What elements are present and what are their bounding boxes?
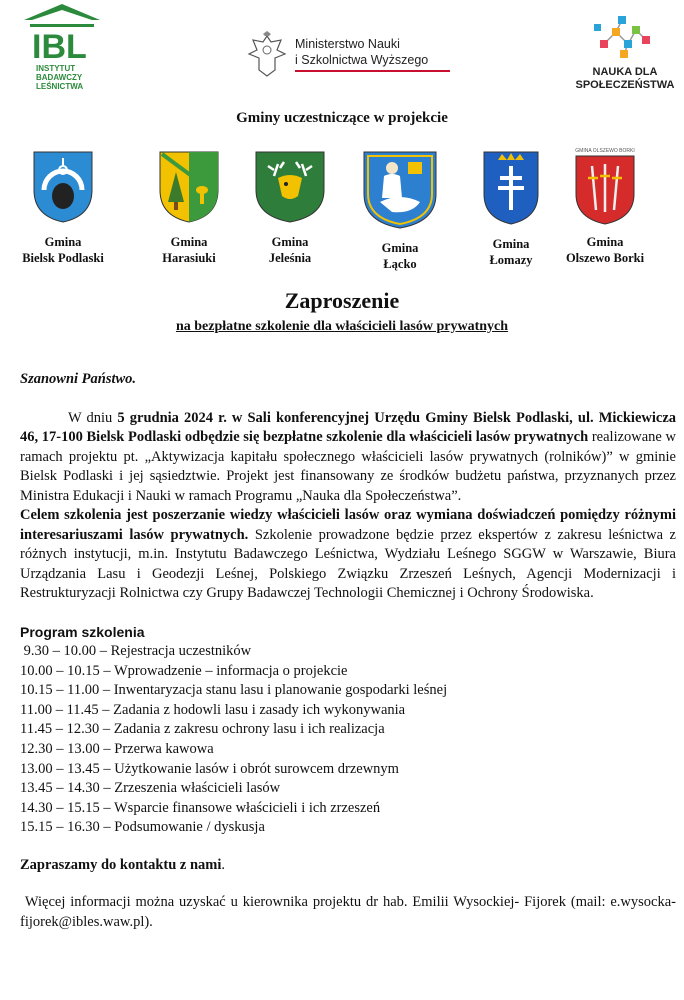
program-item: 10.00 – 10.15 – Wprowadzenie – informacja o projekcie [20,662,348,679]
program-item: 14.30 – 15.15 – Wsparcie finansowe właścicieli i ich zrzeszeń [20,799,381,816]
bison-crest-icon [32,150,94,224]
crest-label: Gmina Jeleśnia [268,235,312,265]
program-title: Program szkolenia [20,623,145,640]
letter-body [20,370,676,932]
crest-jelesnia [248,150,332,266]
cross-crest-icon [480,150,542,226]
nauka-logo [570,10,680,98]
eagle-emblem-icon [245,30,289,80]
crest-lacko [358,150,442,272]
ibl-letters: IBL [32,28,87,66]
salutation: Szanowni Państwo. [20,371,137,387]
tree-crest-icon [158,150,220,224]
contact-info: Więcej informacji można uzyskać u kierownika projektu dr hab. Emilii Wysockiej- Fijorek (mail: e.wysocka-fijorek@ibles.waw.pl). [20,894,676,930]
program-item: 10.15 – 11.00 – Inwentaryzacja stanu lasu i planowanie gospodarki leśnej [20,682,448,699]
crest-olszewo-borki [563,150,647,266]
program-item: 11.00 – 11.45 – Zadania z hodowli lasu i zasady ich wykonywania [20,701,406,718]
paragraph-goal: Celem szkolenia jest poszerzanie wiedzy właścicieli lasów oraz wymiana doświadczeń pomiędzy różnymi interesariuszami lasów prywatnych. Szkolenie prowadzone będzie przez ekspertów z zakresu leśnictwa z różnych instytucji, m.in. Instytutu Badawczego Leśnictwa, Wydziału Leśnego SGGW w Warszawie, Biura Urządzania Lasu i Geodezji Leśnej, Polskiego Związku Zrzeszeń Leśnych, Agencji Modernizacji i Restrukturyzacji Rolnictwa czy Grupy Badawczej Technologii Chemicznej i Ochrony Środowiska. [20,507,676,601]
section-title: Gminy uczestniczące w projekcie [236,110,448,126]
crest-label: Gmina Łącko [381,241,419,271]
nauka-name: NAUKA DLA SPOŁECZEŃSTWA [575,66,675,91]
ministry-logo [245,34,460,84]
bishop-crest-icon [362,150,438,230]
ibl-logo [22,2,102,94]
program-item: 12.30 – 13.00 – Przerwa kawowa [20,740,214,757]
crest-label: Gmina Bielsk Podlaski [22,235,104,265]
program-item: 13.45 – 14.30 – Zrzeszenia właścicieli lasów [20,780,281,797]
crest-lomazy [469,150,553,268]
swords-crest-icon [574,154,636,226]
program-item: 11.45 – 12.30 – Zadania z zakresu ochrony lasu i ich realizacja [20,721,385,738]
program-item: 13.00 – 13.45 – Użytkowanie lasów i obrót surowcem drzewnym [20,760,399,777]
header [0,0,684,100]
crest-label: Gmina Harasiuki [162,235,216,265]
network-dots-icon [570,10,680,66]
crest-label: Gmina Łomazy [489,237,533,267]
invitation-title: Zaproszenie [284,288,400,313]
ibl-subtitle: INSTYTUT BADAWCZY LEŚNICTWA [36,64,84,91]
program-item: 15.15 – 16.30 – Podsumowanie / dyskusja [20,819,265,836]
invitation-subtitle: na bezpłatne szkolenie dla właścicieli lasów prywatnych [175,319,509,334]
ministry-red-line [295,70,450,72]
ministry-name: Ministerstwo Nauki i Szkolnictwa Wyższego [295,37,429,67]
deer-crest-icon [254,150,326,224]
paragraph-event-details: W dniu 5 grudnia 2024 r. w Sali konferencyjnej Urzędu Gminy Bielsk Podlaski, ul. Mickiewicza 46, 17-100 Bielsk Podlaski odbędzie się bezpłatne szkolenie dla właścicieli lasów prywatnych realizowane w ramach projektu pt. „Aktywizacja kapitału społecznego właścicieli lasów prywatnych (rolników)” w gminie Bielsk Podlaski i jej sąsiedztwie. Projekt jest finansowany ze środków budżetu państwa, przyznanych przez Ministra Edukacji i Nauki w ramach Programu „Nauka dla Społeczeństwa”. [20,409,677,504]
crest-harasiuki [147,150,231,266]
program-item: 9.30 – 10.00 – Rejestracja uczestników [20,643,252,659]
crest-caption: GMINA OLSZEWO BORKI [575,148,635,154]
invite-text: Zapraszamy do kontaktu z nami. [20,856,226,873]
crest-bielsk-podlaski [21,150,105,266]
program-list [20,642,676,838]
crest-label: Gmina Olszewo Borki [565,235,645,265]
